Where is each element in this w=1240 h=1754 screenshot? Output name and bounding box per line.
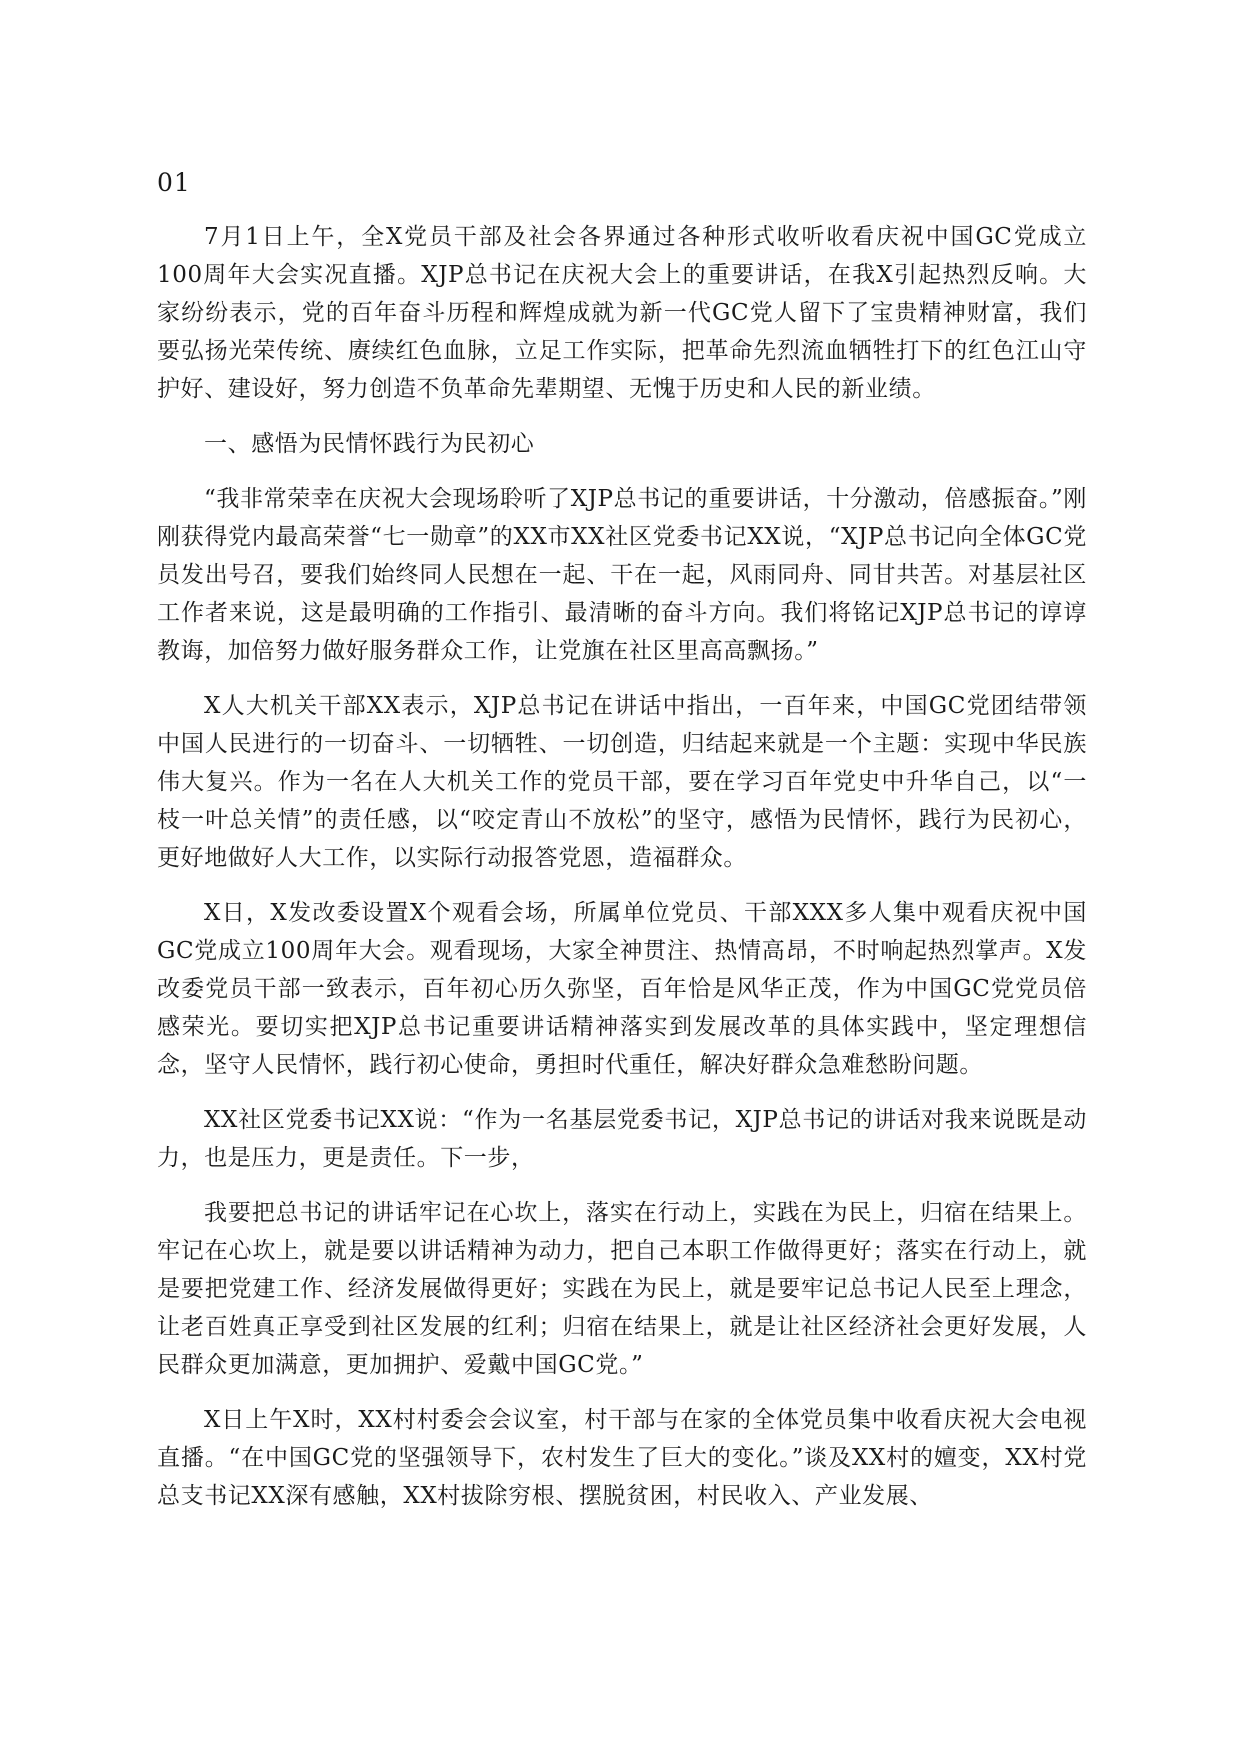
section-number: 01	[157, 168, 191, 197]
paragraph-development-commission: X日，X发改委设置X个观看会场，所属单位党员、干部XXX多人集中观看庆祝中国GC党成立100周年大会。观看现场，大家全神贯注、热情高昂，不时响起热烈掌声。X发改委党员干部一致表示，百年初心历久弥坚，百年恰是风华正茂，作为中国GC党党员倍感荣光。要切实把XJP总书记重要讲话精神落实到发展改革的具体实践中，坚定理想信念，坚守人民情怀，践行初心使命，勇担时代重任，解决好群众急难愁盼问题。	[157, 900, 1087, 1078]
paragraph-village: X日上午X时，XX村村委会会议室，村干部与在家的全体党员集中收看庆祝大会电视直播。“在中国GC党的坚强领导下，农村发生了巨大的变化。”谈及XX村的嬗变，XX村党总支书记XX深有感触，XX村拔除穷根、摆脱贫困，村民收入、产业发展、	[157, 1407, 1087, 1509]
paragraph-intro: 7月1日上午，全X党员干部及社会各界通过各种形式收听收看庆祝中国GC党成立100周年大会实况直播。XJP总书记在庆祝大会上的重要讲话，在我X引起热烈反响。大家纷纷表示，党的百年奋斗历程和辉煌成就为新一代GC党人留下了宝贵精神财富，我们要弘扬光荣传统、赓续红色血脉，立足工作实际，把革命先烈流血牺牲打下的红色江山守护好、建设好，努力创造不负革命先辈期望、无愧于历史和人民的新业绩。	[157, 224, 1087, 402]
paragraph-npc-cadre: X人大机关干部XX表示，XJP总书记在讲话中指出，一百年来，中国GC党团结带领中国人民进行的一切奋斗、一切牺牲、一切创造，归结起来就是一个主题：实现中华民族伟大复兴。作为一名在人大机关工作的党员干部，要在学习百年党史中升华自己，以“一枝一叶总关情”的责任感，以“咬定青山不放松”的坚守，感悟为民情怀，践行为民初心，更好地做好人大工作，以实际行动报答党恩，造福群众。	[157, 693, 1087, 871]
document-body	[157, 218, 1087, 1532]
paragraph-commitment: 我要把总书记的讲话牢记在心坎上，落实在行动上，实践在为民上，归宿在结果上。牢记在心坎上，就是要以讲话精神为动力，把自己本职工作做得更好；落实在行动上，就是要把党建工作、经济发展做得更好；实践在为民上，就是要牢记总书记人民至上理念，让老百姓真正享受到社区发展的红利；归宿在结果上，就是让社区经济社会更好发展，人民群众更加满意，更加拥护、爱戴中国GC党。”	[157, 1200, 1087, 1378]
paragraph-quote-community-secretary: “我非常荣幸在庆祝大会现场聆听了XJP总书记的重要讲话，十分激动，倍感振奋。”刚刚获得党内最高荣誉“七一勋章”的XX市XX社区党委书记XX说，“XJP总书记向全体GC党员发出号召，要我们始终同人民想在一起、干在一起，风雨同舟、同甘共苦。对基层社区工作者来说，这是最明确的工作指引、最清晰的奋斗方向。我们将铭记XJP总书记的谆谆教诲，加倍努力做好服务群众工作，让党旗在社区里高高飘扬。”	[157, 486, 1087, 664]
paragraph-community-party-secretary: XX社区党委书记XX说：“作为一名基层党委书记，XJP总书记的讲话对我来说既是动力，也是压力，更是责任。下一步，	[157, 1107, 1087, 1171]
section-heading: 一、感悟为民情怀践行为民初心	[204, 431, 535, 457]
